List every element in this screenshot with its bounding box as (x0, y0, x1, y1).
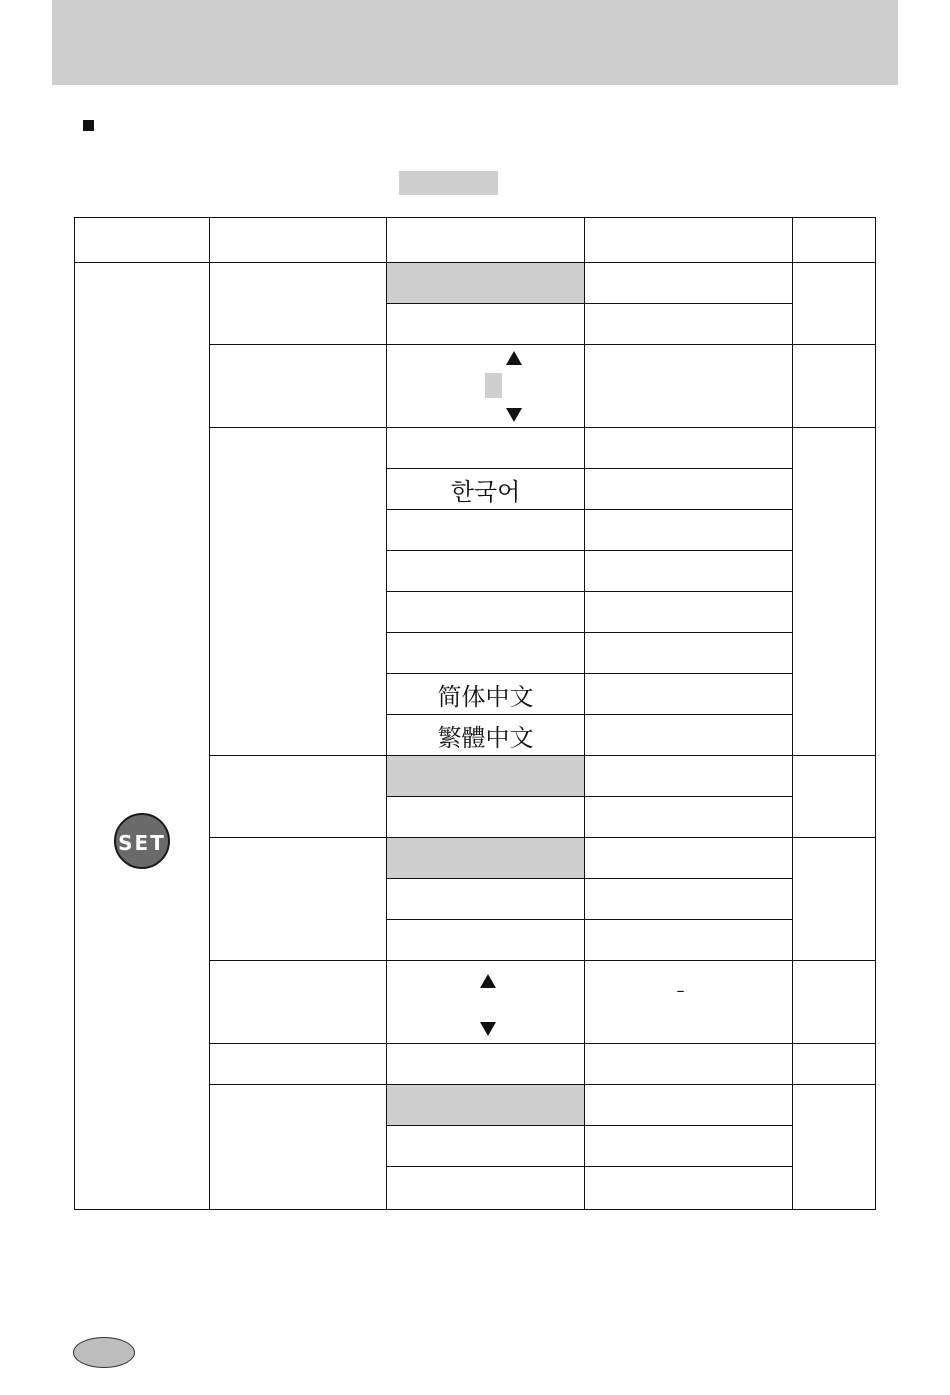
sub-menu-cell-default[interactable] (387, 263, 585, 304)
setting-cell (585, 633, 793, 674)
header-cell-page (793, 218, 876, 263)
sub-menu-cell[interactable] (387, 920, 585, 961)
main-menu-cell-language (210, 428, 387, 756)
setting-cell (585, 592, 793, 633)
sub-menu-cell-default[interactable] (387, 756, 585, 797)
default-setting-swatch (399, 171, 498, 195)
section-bullet (83, 120, 94, 131)
page-cell (793, 838, 876, 961)
arrow-up-icon[interactable] (506, 351, 522, 365)
main-menu-cell (210, 345, 387, 428)
setting-cell (585, 469, 793, 510)
setting-cell (585, 920, 793, 961)
sub-menu-cell[interactable] (387, 428, 585, 469)
main-menu-cell (210, 838, 387, 961)
setting-cell-range (585, 961, 793, 1044)
table-row (75, 263, 876, 304)
sub-menu-cell[interactable] (387, 510, 585, 551)
setup-menu-table (74, 217, 876, 1210)
arrow-down-icon[interactable] (506, 408, 522, 422)
setting-cell (585, 345, 793, 428)
main-menu-cell (210, 1085, 387, 1210)
page-number-oval (73, 1337, 135, 1368)
sub-menu-stepper-cell[interactable] (387, 961, 585, 1044)
language-option-simplified-chinese[interactable]: 简体中文 (387, 674, 585, 715)
setting-cell (585, 510, 793, 551)
main-menu-cell (210, 961, 387, 1044)
page-cell (793, 1044, 876, 1085)
page-cell (793, 1085, 876, 1210)
language-option-korean[interactable]: 한국어 (387, 469, 585, 510)
page-cell (793, 345, 876, 428)
setting-cell (585, 428, 793, 469)
sub-menu-cell[interactable] (387, 304, 585, 345)
sub-menu-cell[interactable] (387, 1044, 585, 1085)
setting-cell (585, 879, 793, 920)
main-menu-cell (210, 1044, 387, 1085)
setting-cell (585, 838, 793, 879)
sub-menu-cell[interactable] (387, 797, 585, 838)
stepper-selected-swatch (485, 373, 502, 398)
setting-cell (585, 1044, 793, 1085)
setting-cell (585, 674, 793, 715)
header-bar (52, 0, 898, 85)
setting-cell (585, 1126, 793, 1167)
range-dash: – (676, 981, 685, 1000)
page-cell (793, 756, 876, 838)
header-cell-main-menu (210, 218, 387, 263)
setting-cell (585, 756, 793, 797)
setting-cell (585, 551, 793, 592)
sub-menu-cell[interactable] (387, 879, 585, 920)
sub-menu-cell-default[interactable] (387, 1085, 585, 1126)
setting-cell (585, 797, 793, 838)
page-cell (793, 263, 876, 345)
sub-menu-stepper-cell[interactable] (387, 345, 585, 428)
setting-cell (585, 1167, 793, 1210)
setting-cell (585, 304, 793, 345)
setting-cell (585, 1085, 793, 1126)
arrow-up-icon[interactable] (480, 974, 496, 988)
header-cell-menu-tab (75, 218, 210, 263)
page-cell (793, 428, 876, 756)
header-cell-sub-menu (387, 218, 585, 263)
arrow-down-icon[interactable] (480, 1022, 496, 1036)
menu-tab-cell (75, 263, 210, 1210)
table-header-row (75, 218, 876, 263)
header-cell-available-setting (585, 218, 793, 263)
setting-cell (585, 715, 793, 756)
value-stepper[interactable] (387, 961, 584, 1043)
sub-menu-cell[interactable] (387, 1167, 585, 1210)
sub-menu-cell[interactable] (387, 633, 585, 674)
main-menu-cell (210, 756, 387, 838)
page-cell (793, 961, 876, 1044)
sub-menu-cell[interactable] (387, 551, 585, 592)
sub-menu-cell[interactable] (387, 592, 585, 633)
sub-menu-cell[interactable] (387, 1126, 585, 1167)
main-menu-cell (210, 263, 387, 345)
setting-cell (585, 263, 793, 304)
value-stepper[interactable] (387, 345, 584, 427)
set-button-icon: SET (114, 813, 170, 869)
sub-menu-cell-default[interactable] (387, 838, 585, 879)
language-option-traditional-chinese[interactable]: 繁體中文 (387, 715, 585, 756)
